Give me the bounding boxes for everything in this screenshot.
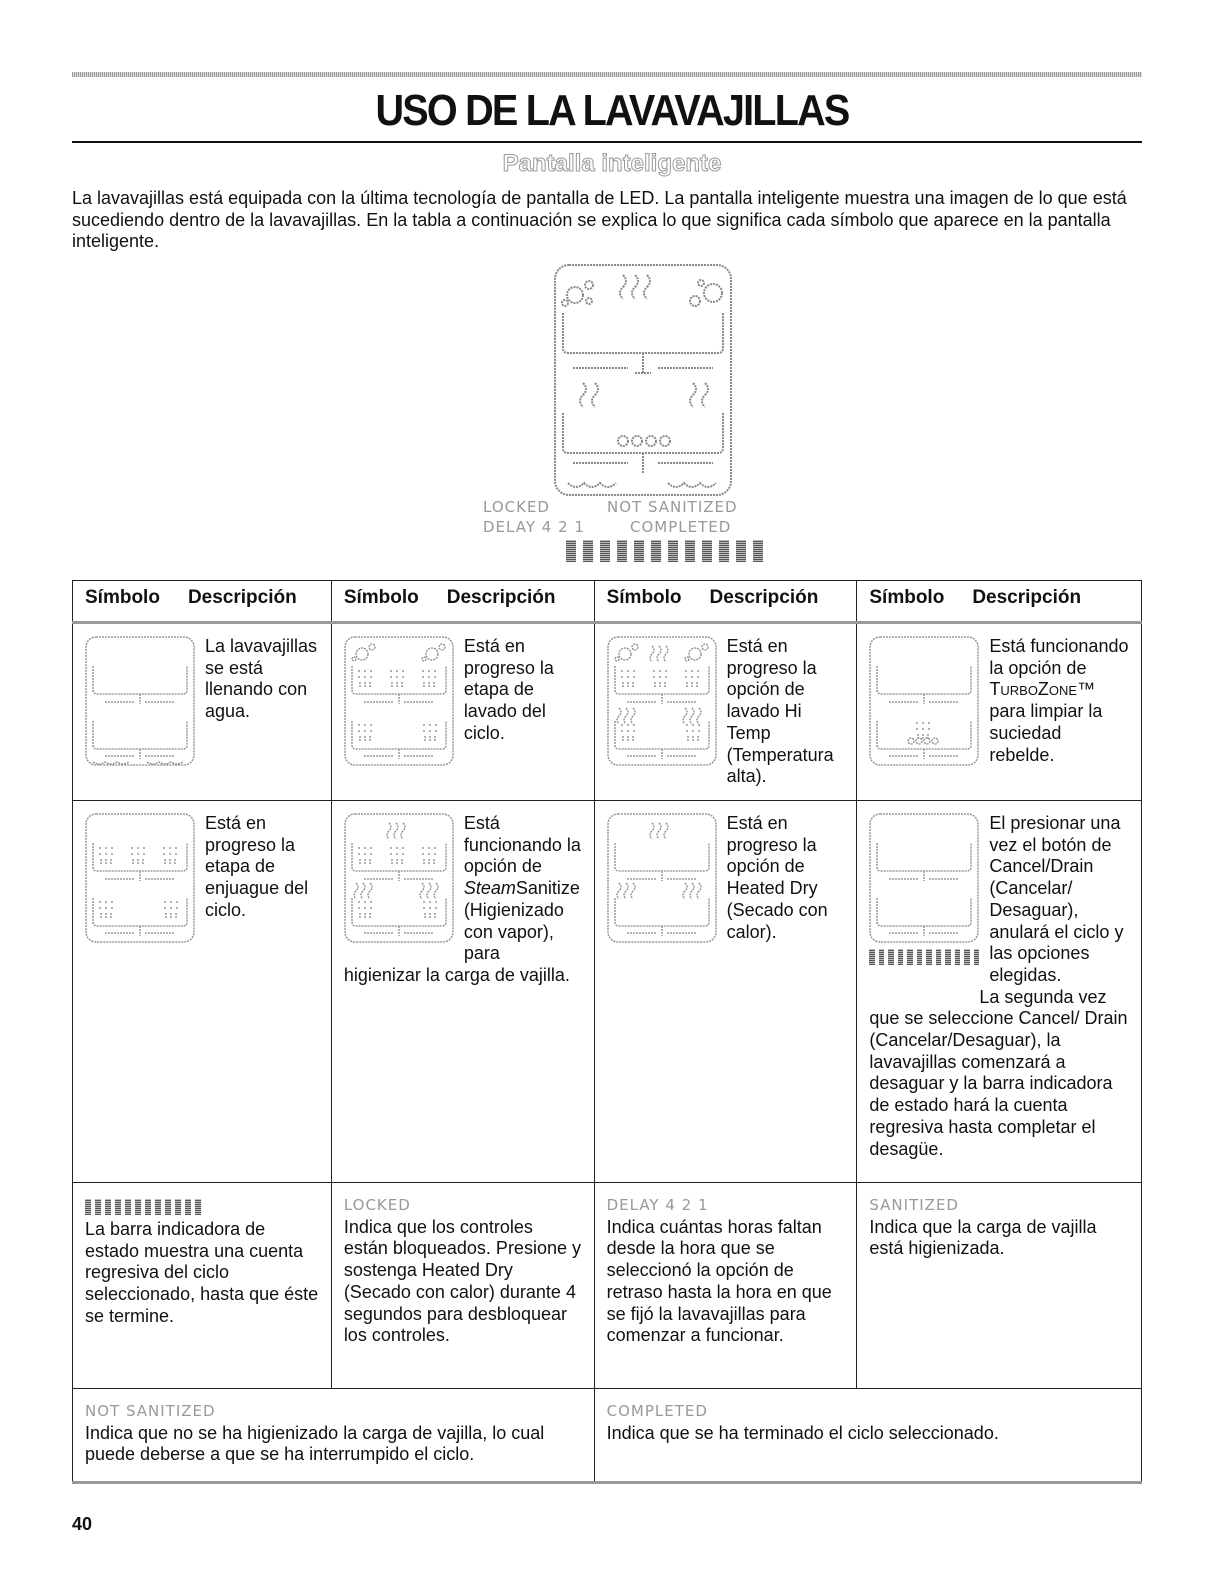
status-bar-segment — [955, 949, 961, 965]
completed-indicator: COMPLETED — [630, 518, 732, 536]
steam-label: Steam — [463, 878, 516, 899]
status-bar-segment — [888, 949, 894, 965]
status-bar-segment — [736, 540, 746, 562]
status-bar-segment — [566, 540, 576, 562]
status-bar-segment — [195, 1199, 201, 1215]
description: para limpiar la suciedad rebelde. — [989, 701, 1103, 765]
steam-sanitize-icon — [344, 813, 454, 943]
status-bar-segment — [583, 540, 593, 562]
description: La lavavajillas se está llenando con agua. — [205, 636, 318, 722]
description: Sanitize (Higienizado con vapor), para higienizar la carga de vajilla. — [343, 878, 580, 985]
top-divider — [72, 72, 1142, 77]
description: Indica que no se ha higienizado la carga de vajilla, lo cual puede deberse a que se ha interrumpido el ciclo. — [85, 1422, 545, 1465]
status-bar-segment — [175, 1199, 181, 1215]
status-bar-segment — [869, 949, 875, 965]
header-description: Descripción — [709, 587, 819, 608]
status-bar-segment — [105, 1199, 111, 1215]
table-header-row — [73, 581, 1142, 623]
status-bar-segment — [936, 949, 942, 965]
hi-temp-icon — [607, 636, 717, 766]
status-bar-segment — [964, 949, 970, 965]
status-bar-segment — [926, 949, 932, 965]
description: Está funcionando la opción de — [463, 813, 581, 877]
status-bar-segment — [135, 1199, 141, 1215]
delay-indicator: DELAY 4 2 1 — [483, 518, 585, 536]
header-symbol: Símbolo — [85, 587, 160, 608]
status-bar-segment — [165, 1199, 171, 1215]
status-bar-segment — [974, 949, 980, 965]
header-description: Descripción — [972, 587, 1082, 608]
header-symbol: Símbolo — [606, 587, 682, 608]
completed-label: COMPLETED — [606, 1402, 708, 1420]
description: Está en progreso la opción de Heated Dry (Secado con calor). — [726, 813, 828, 942]
turbozone-icon — [869, 636, 979, 766]
description: Está en progreso la etapa de enjuague del ciclo. — [205, 813, 309, 920]
status-bar-segment — [115, 1199, 121, 1215]
status-bar-segment — [753, 540, 763, 562]
page-number: 40 — [72, 1514, 93, 1534]
status-bar-segment — [145, 1199, 151, 1215]
status-bar-segment — [719, 540, 729, 562]
status-bar-segment — [600, 540, 610, 562]
title-rule — [72, 141, 1142, 143]
cancel-drain-icon — [869, 813, 979, 943]
status-bar-segment — [879, 949, 885, 965]
status-bar-segment — [945, 949, 951, 965]
status-bar-segment — [617, 540, 627, 562]
description: Indica que los controles están bloqueados. Presione y sostenga Heated Dry (Secado con calor) durante 4 segundos para desbloquear los controles. — [343, 1216, 581, 1346]
not-sanitized-label: NOT SANITIZED — [85, 1402, 216, 1420]
table-row — [73, 1183, 1142, 1389]
description: Indica cuántas horas faltan desde la hora que se seleccionó la opción de retraso hasta la hora en que se fijó la lavavajillas para comenzar a funcionar. — [606, 1216, 832, 1346]
wash-icon — [344, 636, 454, 766]
description: Indica que la carga de vajilla está higienizada. — [869, 1216, 1097, 1259]
sanitized-label: SANITIZED — [869, 1196, 959, 1214]
status-bar — [566, 540, 763, 562]
status-bar-segment — [702, 540, 712, 562]
status-bar-segment — [651, 540, 661, 562]
status-bar-segment — [95, 1199, 101, 1215]
status-bar-segment — [685, 540, 695, 562]
status-bar-icon — [85, 1199, 319, 1215]
status-bar-icon — [869, 949, 979, 965]
page-title: USO DE LA LAVAVAJILLAS — [375, 86, 849, 135]
description: La barra indicadora de estado muestra una cuenta regresiva del ciclo seleccionado, hasta que éste se termine. — [85, 1219, 319, 1326]
description: Está funcionando la opción de — [989, 636, 1129, 678]
description: Está en progreso la etapa de lavado del ciclo. — [463, 636, 554, 743]
header-description: Descripción — [446, 587, 556, 608]
fill-icon — [85, 636, 195, 766]
status-bar-segment — [125, 1199, 131, 1215]
status-bar-segment — [185, 1199, 191, 1215]
section-subtitle: Pantalla inteligente — [502, 150, 722, 177]
table-row — [73, 623, 1142, 801]
description: Indica que se ha terminado el ciclo seleccionado. — [606, 1422, 999, 1443]
symbol-table — [72, 580, 1142, 1484]
locked-label: LOCKED — [343, 1196, 411, 1214]
status-bar-segment — [898, 949, 904, 965]
not-sanitized-indicator: NOT SANITIZED — [607, 498, 738, 516]
status-bar-segment — [917, 949, 923, 965]
description: El presionar una vez el botón de Cancel/Drain (Cancelar/ Desaguar), anulará el ciclo y las opciones elegidas. — [989, 813, 1124, 985]
header-symbol: Símbolo — [869, 587, 945, 608]
delay-label: DELAY 4 2 1 — [606, 1196, 709, 1214]
status-bar-segment — [155, 1199, 161, 1215]
header-symbol: Símbolo — [343, 587, 419, 608]
description: La segunda vez que se seleccione Cancel/ Drain (Cancelar/Desaguar), la lavavajillas comenzará a desaguar y la barra indicadora de estado hará la cuenta regresiva hasta completar el desagüe. — [869, 986, 1128, 1159]
table-row — [73, 801, 1142, 1183]
smart-display-illustration — [553, 263, 733, 503]
table-row — [73, 1389, 1142, 1483]
status-bar-segment — [85, 1199, 91, 1215]
rinse-icon — [85, 813, 195, 943]
turbozone-label: TurboZone™ — [989, 679, 1096, 700]
header-description: Descripción — [187, 587, 297, 608]
status-bar-segment — [668, 540, 678, 562]
heated-dry-icon — [607, 813, 717, 943]
locked-indicator: LOCKED — [483, 498, 550, 516]
status-bar-segment — [907, 949, 913, 965]
intro-paragraph: La lavavajillas está equipada con la última tecnología de pantalla de LED. La pantalla inteligente muestra una imagen de lo que está sucediendo dentro de la lavavajillas. En la tabla a continuación se explica lo que significa cada símbolo que aparece en la pantalla inteligente. — [72, 188, 1127, 251]
description: Está en progreso la opción de lavado Hi Temp (Temperatura alta). — [726, 636, 834, 787]
status-bar-segment — [634, 540, 644, 562]
